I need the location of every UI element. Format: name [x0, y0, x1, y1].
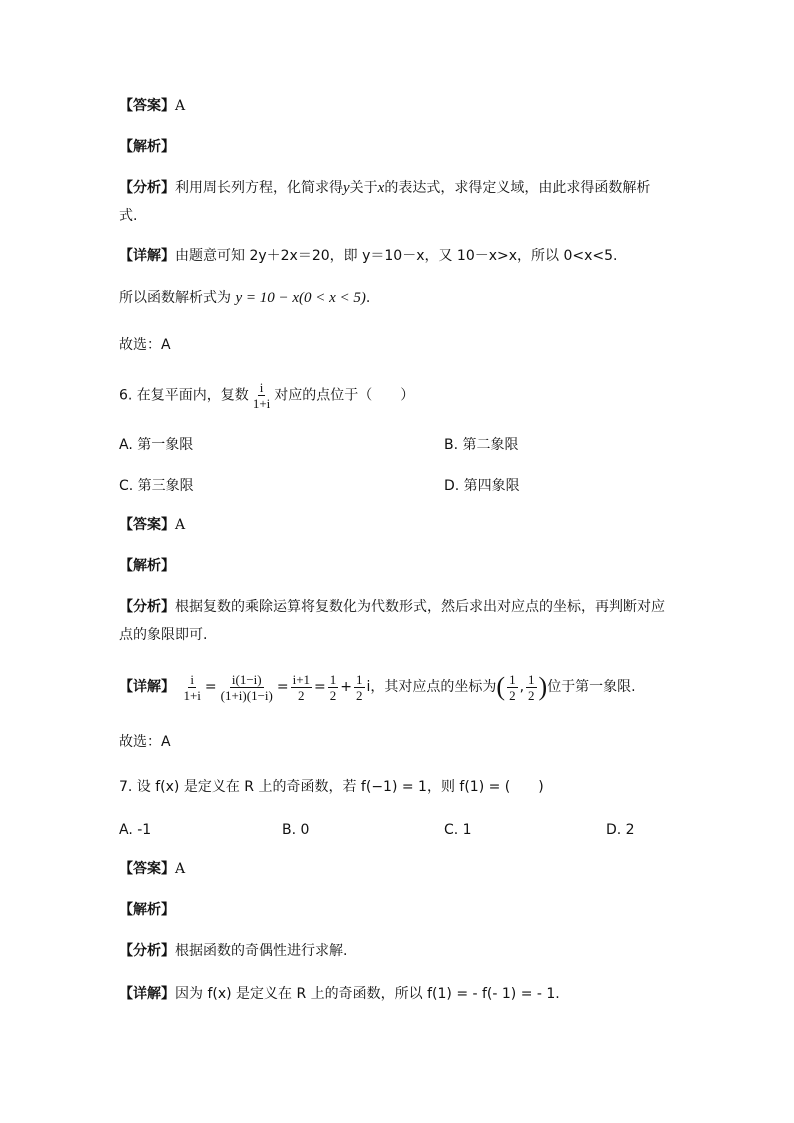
imag-unit: i	[366, 679, 371, 695]
equals-sign: =	[204, 679, 217, 695]
stem-suffix: 对应的点位于（ ）	[274, 387, 415, 404]
fraction-5	[354, 672, 365, 703]
analysis-tag: 【解析】	[119, 902, 175, 918]
frac-num: 1	[356, 671, 363, 687]
fenxi-text: 根据函数的奇偶性进行求解.	[175, 943, 348, 959]
q6-option-a: A. 第一象限	[119, 437, 194, 453]
formula-prefix: 所以函数解析式为	[119, 290, 231, 306]
answer-tag: 【答案】	[119, 98, 175, 114]
coord-y	[526, 672, 537, 703]
fraction-3	[291, 672, 312, 703]
fenxi-tag: 【分析】	[119, 943, 175, 959]
frac-den: 2	[298, 687, 305, 703]
fraction-1	[181, 672, 202, 703]
q5-formula-line	[119, 288, 370, 308]
stem-prefix: 6. 在复平面内，复数	[119, 387, 249, 404]
frac-num: 1	[509, 671, 516, 687]
q6-detail	[119, 670, 636, 704]
fraction-2	[219, 672, 275, 703]
plus-sign: +	[340, 679, 352, 695]
var-y: y	[343, 180, 350, 196]
q7-fenxi	[119, 941, 347, 961]
detail-end: 位于第一象限.	[547, 679, 636, 695]
detail-mid: ，其对应点的坐标为	[370, 679, 497, 695]
frac-num: 1	[528, 671, 535, 687]
paren-close: )	[538, 672, 548, 701]
fenxi-tag: 【分析】	[119, 599, 175, 615]
q5-fenxi-line2: 式.	[119, 208, 138, 224]
frac-den: 2	[528, 687, 535, 703]
q7-stem: 7. 设 f(x) 是定义在 R 上的奇函数，若 f(−1) = 1，则 f(1) = ( )	[119, 779, 544, 795]
q7-option-b: B. 0	[282, 822, 310, 838]
equals-sign: =	[276, 679, 289, 695]
answer-value: A	[175, 861, 186, 877]
analysis-tag: 【解析】	[119, 139, 175, 155]
frac-den: 1+i	[252, 396, 271, 411]
detail-tag: 【详解】	[119, 679, 175, 695]
q6-option-c: C. 第三象限	[119, 478, 194, 494]
fenxi-text: 根据复数的乘除运算将复数化为代数形式，然后求出对应点的坐标，再判断对应	[175, 599, 665, 615]
q7-detail	[119, 984, 560, 1004]
frac-den: 2	[509, 687, 516, 703]
q6-fenxi-line1	[119, 597, 665, 617]
frac-num: i+1	[292, 671, 311, 687]
coord-x	[507, 672, 518, 703]
fenxi-text-rest: 的表达式，求得定义域，由此求得函数解析	[384, 180, 651, 196]
fenxi-tag: 【分析】	[119, 180, 175, 196]
formula: y = 10 − x(0 < x < 5)	[235, 290, 366, 306]
analysis-tag: 【解析】	[119, 558, 175, 574]
detail-text: 由题意可知 2y＋2x＝20，即 y＝10－x，又 10－x>x，所以 0<x<5.	[175, 248, 618, 264]
q6-answer	[119, 515, 185, 535]
q7-answer	[119, 859, 185, 879]
q5-fenxi-line1	[119, 178, 650, 198]
frac-den: 2	[329, 687, 337, 703]
q6-option-d: D. 第四象限	[444, 478, 520, 494]
frac-den: (1+i)(1−i)	[220, 687, 273, 703]
q6-analysis-heading	[119, 556, 175, 576]
answer-tag: 【答案】	[119, 861, 175, 877]
answer-tag: 【答案】	[119, 517, 175, 533]
frac-num: 1	[329, 671, 337, 687]
frac-num: i	[259, 380, 264, 395]
stem-fraction	[251, 380, 272, 411]
frac-num: i	[190, 671, 194, 687]
q7-option-d: D. 2	[606, 822, 635, 838]
answer-value: A	[175, 98, 186, 114]
formula-end: .	[365, 290, 371, 306]
q5-analysis-heading	[119, 137, 175, 157]
equals-sign: =	[314, 679, 326, 695]
q7-option-a: A. -1	[119, 822, 152, 838]
q5-answer	[119, 96, 185, 116]
q7-analysis-heading	[119, 900, 175, 920]
detail-text: 因为 f(x) 是定义在 R 上的奇函数，所以 f(1) = - f(- 1) = - 1.	[175, 986, 560, 1002]
q6-fenxi-line2: 点的象限即可.	[119, 627, 208, 643]
answer-value: A	[175, 517, 186, 533]
q7-option-c: C. 1	[444, 822, 472, 838]
frac-num: i(1−i)	[231, 671, 262, 687]
comma: ,	[519, 679, 525, 695]
frac-den: 1+i	[183, 687, 201, 703]
detail-tag: 【详解】	[119, 248, 175, 264]
q6-stem	[119, 380, 414, 411]
q5-detail	[119, 246, 618, 266]
fenxi-text-mid: 关于	[349, 180, 378, 196]
frac-den: 2	[356, 687, 363, 703]
detail-tag: 【详解】	[119, 986, 175, 1002]
q5-choice: 故选：A	[119, 337, 171, 353]
q6-choice: 故选：A	[119, 734, 171, 750]
paren-open: (	[496, 672, 506, 701]
fenxi-text: 利用周长列方程，化简求得	[175, 180, 343, 196]
var-x: x	[377, 180, 385, 196]
fraction-4	[328, 672, 339, 703]
q6-option-b: B. 第二象限	[444, 437, 519, 453]
